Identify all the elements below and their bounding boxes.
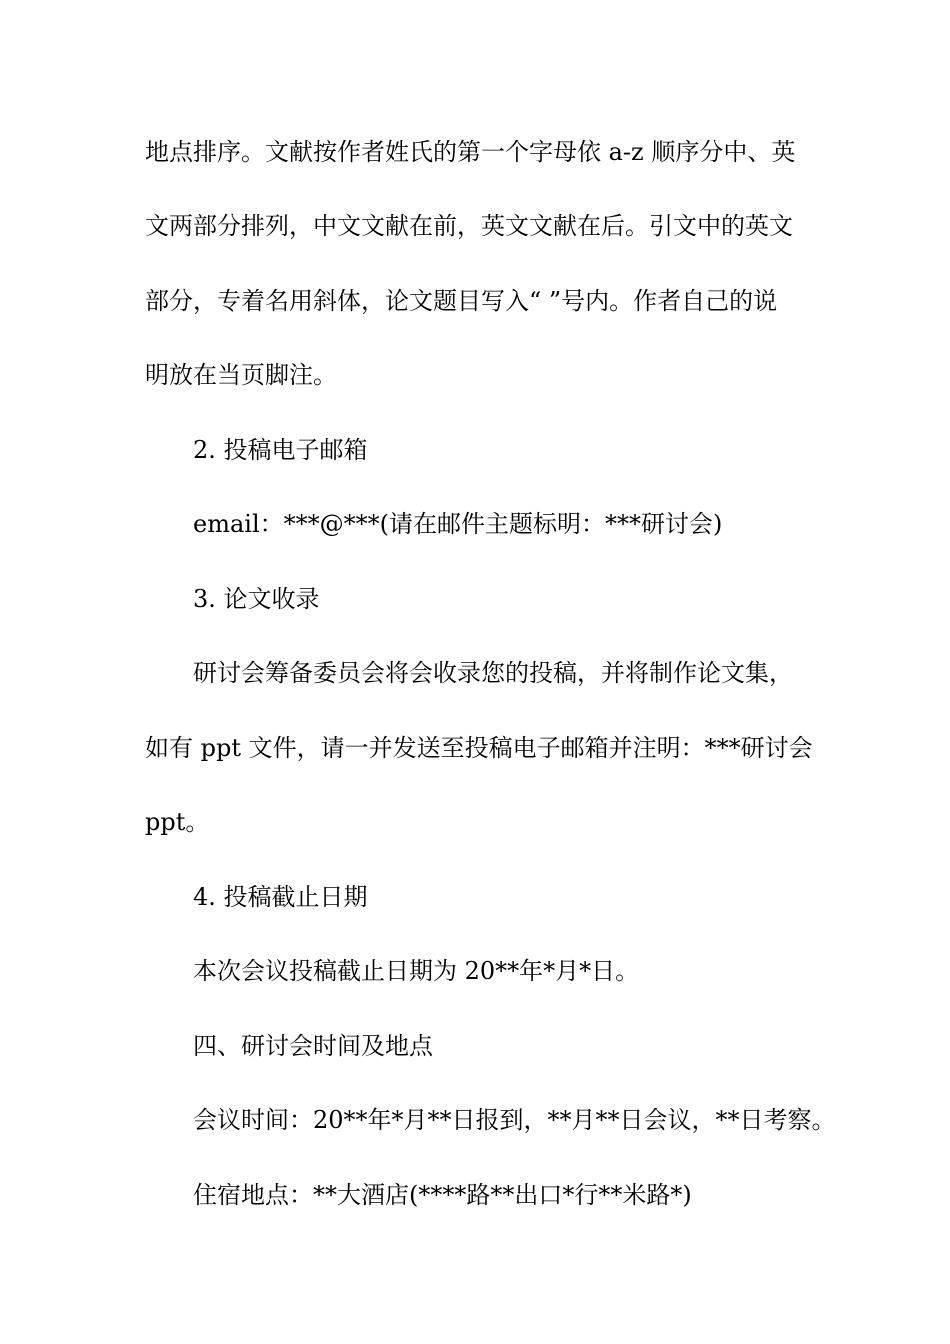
paragraph-line: 地点排序。文献按作者姓氏的第一个字母依 a-z 顺序分中、英 [145, 138, 796, 166]
section-heading: 四、研讨会时间及地点 [193, 1032, 433, 1060]
section-heading: 3. 论文收录 [193, 585, 320, 613]
paragraph-line: 会议时间：20**年*月**日报到，**月**日会议，**日考察。 [193, 1106, 836, 1134]
section-heading: 4. 投稿截止日期 [193, 883, 368, 911]
paragraph-line: ppt。 [145, 808, 210, 836]
paragraph-line: 本次会议投稿截止日期为 20**年*月*日。 [193, 957, 640, 985]
paragraph-line: 住宿地点：**大酒店(****路**出口*行**米路*) [193, 1181, 692, 1209]
paragraph-line: 明放在当页脚注。 [145, 361, 337, 389]
email-line: email：***@***(请在邮件主题标明：***研讨会) [193, 510, 723, 538]
paragraph-line: 如有 ppt 文件，请一并发送至投稿电子邮箱并注明：***研讨会 [145, 734, 813, 762]
section-heading: 2. 投稿电子邮箱 [193, 436, 368, 464]
paragraph-line: 部分，专着名用斜体，论文题目写入“ ”号内。作者自己的说 [145, 287, 778, 315]
paragraph-line: 文两部分排列，中文文献在前，英文文献在后。引文中的英文 [145, 212, 793, 240]
paragraph-line: 研讨会筹备委员会将会收录您的投稿，并将制作论文集， [193, 659, 793, 687]
